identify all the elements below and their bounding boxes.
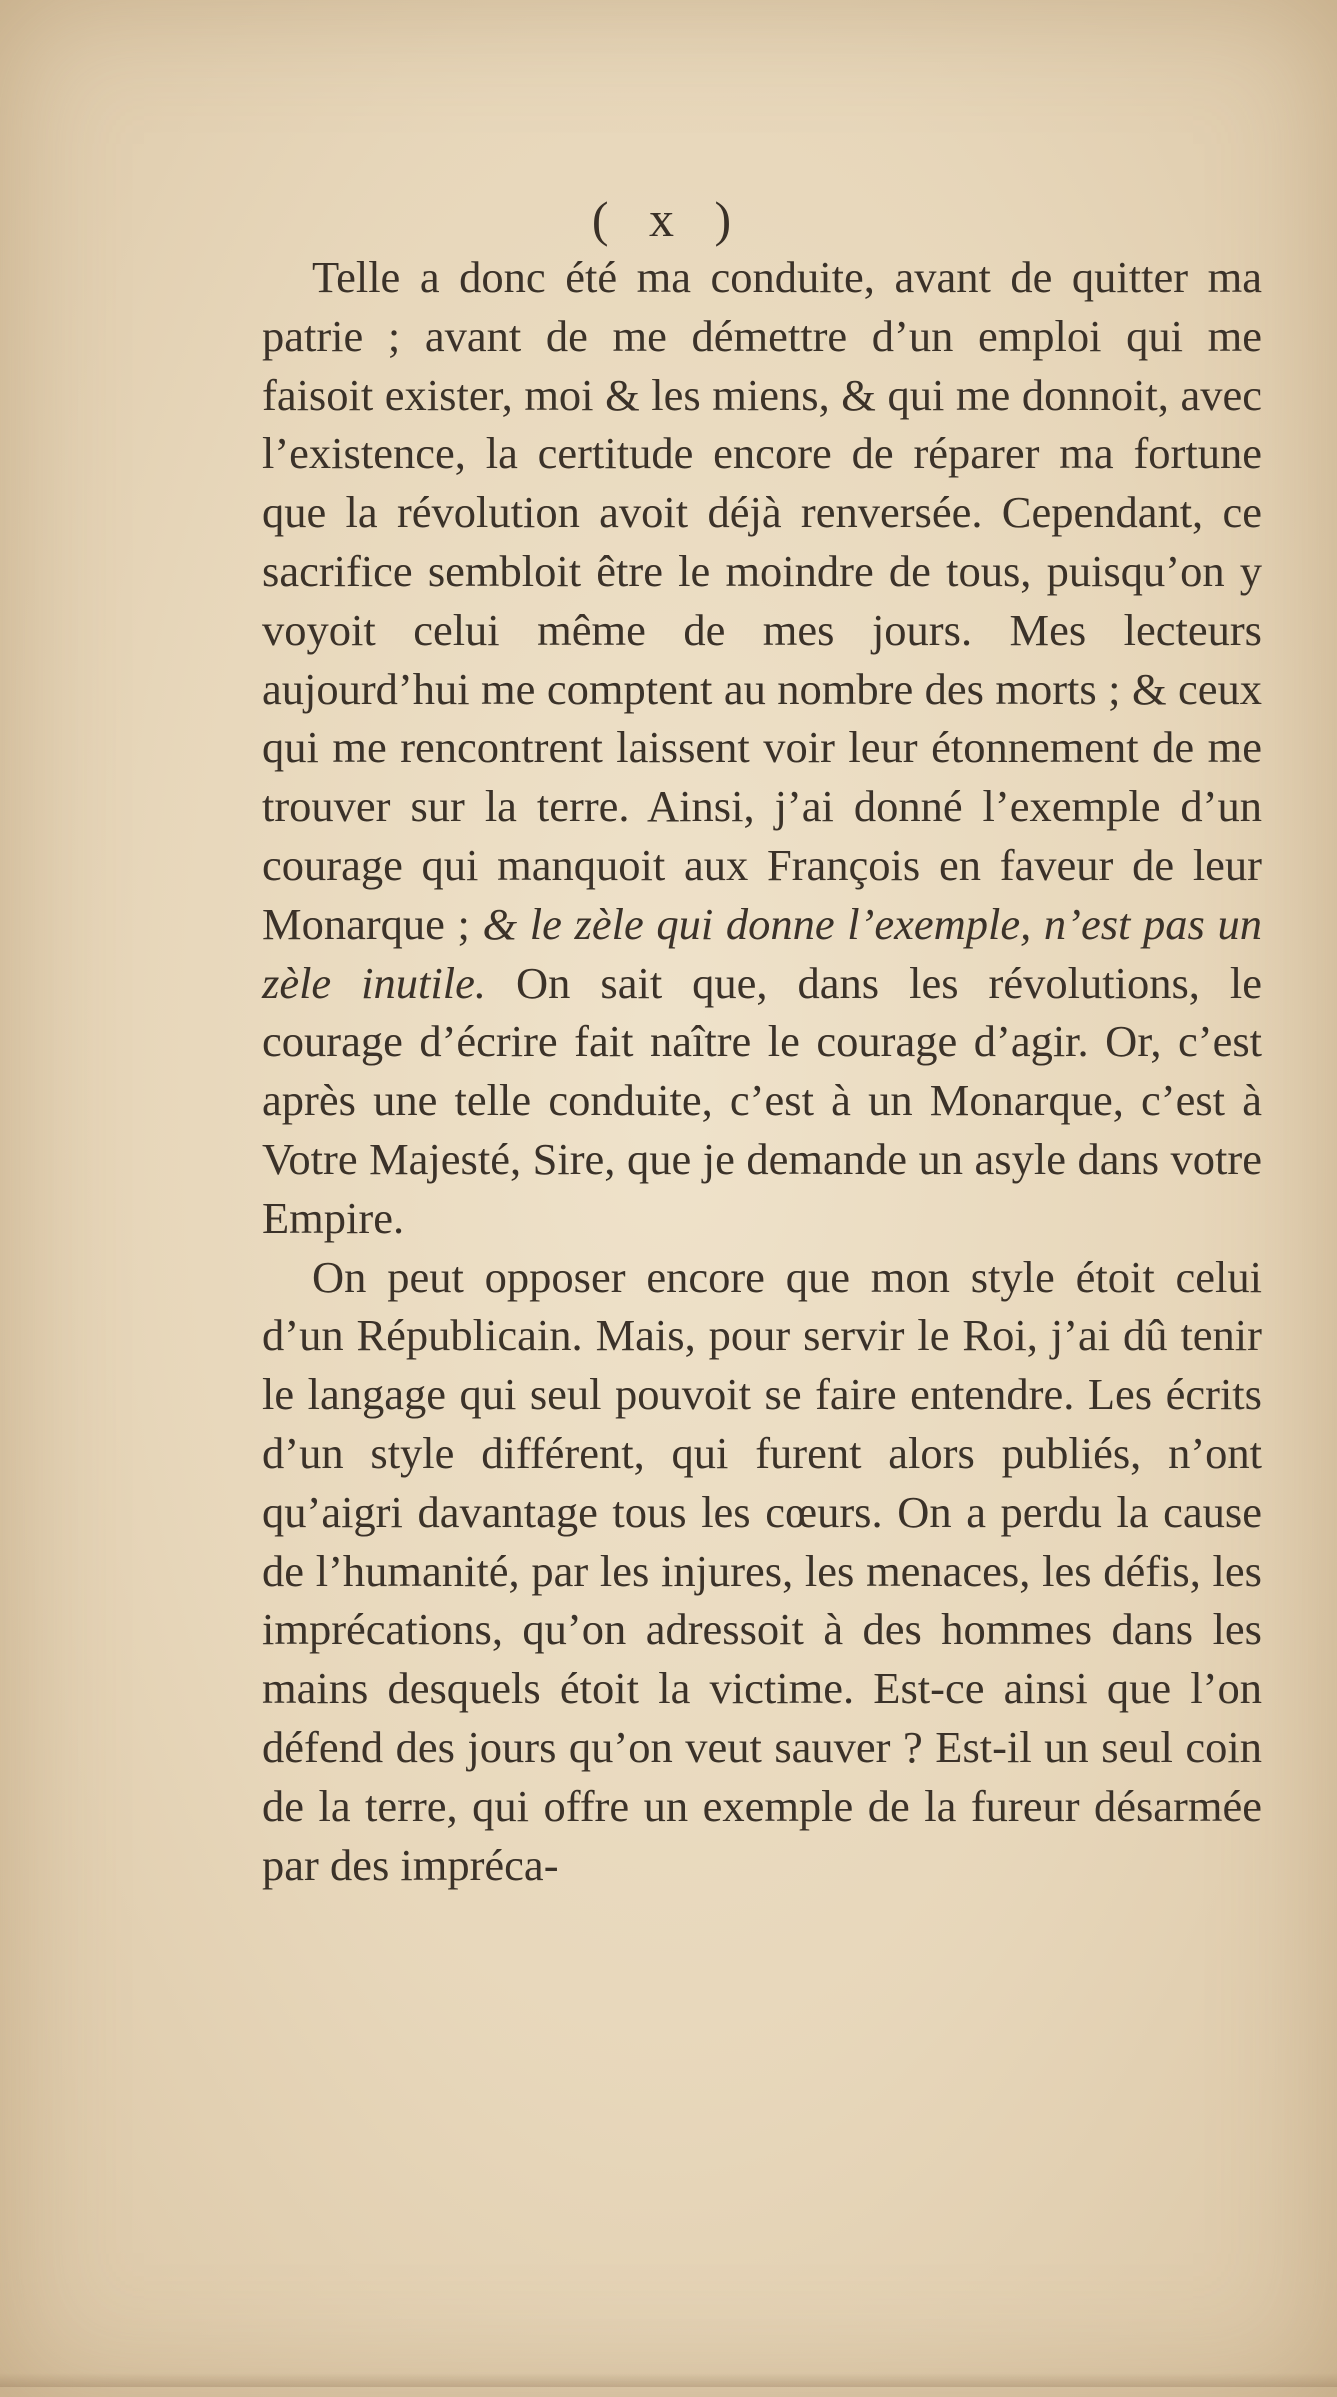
page-number: ( x ) xyxy=(591,191,746,247)
body-text xyxy=(262,248,1262,1894)
paragraph-2 xyxy=(262,1248,1262,1895)
paragraph-1 xyxy=(262,248,1262,1248)
paragraph-1-text-end: On sait que, dans les révolutions, le courage d’écrire fait naître le courage d’agir. Or, c’est après une telle conduite, c’est à un Monarque, c’est à Votre Majesté, Sire, que je demande un asyle dans votre Empire. xyxy=(262,957,1263,1243)
paragraph-1-text: Telle a donc été ma conduite, avant de quitter ma patrie ; avant de me démettre d’un emploi qui me faisoit exister, moi & les miens, & qui me donnoit, avec l’existence, la certitude encore de réparer ma fortune que la révolution avoit déjà renversée. Cependant, ce sacrifice sembloit être le moindre de tous, puisqu’on y voyoit celui même de mes jours. Mes lecteurs aujourd’hui me comptent au nombre des morts ; & ceux qui me rencontrent laissent voir leur étonnement de me trouver sur la terre. Ainsi, j’ai donné l’exemple d’un courage qui manquoit aux François en faveur de leur Monarque ; xyxy=(262,252,1262,949)
paragraph-2-text: On peut opposer encore que mon style étoit celui d’un Républicain. Mais, pour servir le Roi, j’ai dû tenir le langage qui seul pouvoit se faire entendre. Les écrits d’un style différent, qui furent alors publiés, n’ont qu’aigri davantage tous les cœurs. On a perdu la cause de l’humanité, par les injures, les menaces, les défis, les imprécations, qu’on adressoit à des hommes dans les mains desquels étoit la victime. Est-ce ainsi que l’on défend des jours qu’on veut sauver ? Est-il un seul coin de la terre, qui offre un exemple de la fureur désarmée par des impréca- xyxy=(262,1251,1262,1890)
page-edge-shadow xyxy=(0,2373,1337,2387)
paragraph-1-italic: & le zèle qui donne l’exemple, n’est pas un zèle inutile. xyxy=(262,898,1262,1008)
